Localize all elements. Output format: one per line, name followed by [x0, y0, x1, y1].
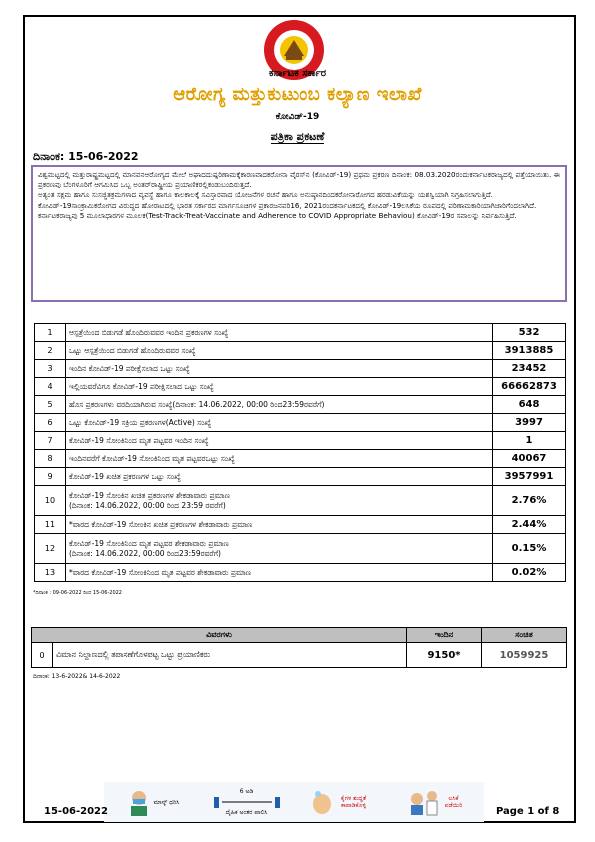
footer-date: 15-06-2022 — [44, 806, 108, 817]
row-label: ಆಸ್ಪತ್ರೆಯಿಂದ ಬಿಡುಗಡೆ ಹೊಂದಿರುವವರ ಇಂದಿನ ಪ್ರಕರಣಗಳ ಸಂಖ್ಯೆ — [66, 324, 493, 342]
screening-footnote: ದಿನಾಂಕ: 13-6-2022& 14-6-2022 — [33, 673, 121, 680]
row-number: 1 — [35, 324, 66, 342]
table-row — [35, 564, 566, 582]
intro-box — [31, 165, 567, 302]
row-number: 2 — [35, 342, 66, 360]
department-title: ಆರೋಗ್ಯ ಮತ್ತುಕುಟುಂಬ ಕಲ್ಯಾಣ ಇಲಾಖೆ — [173, 84, 422, 105]
table-row — [35, 486, 566, 516]
row-label: ಕೋವಿಡ್-19 ಸೋಂಕಿನಿಂದ ಮೃತ ಪಟ್ಟವರ ಇಂದಿನ ಸಂಖ್ಯೆ — [66, 432, 493, 450]
row-value: 23452 — [493, 360, 566, 378]
mask-icon — [124, 787, 154, 817]
row-number: 0 — [32, 643, 53, 668]
row-value: 0.02% — [493, 564, 566, 582]
subject-title: ಕೋವಿಡ್-19 — [275, 112, 320, 122]
row-label: ಇಂದಿನ ಕೋವಿಡ್-19 ಪರೀಕ್ಷೆಸಲಾದ ಒಟ್ಟು ಸಂಖ್ಯೆ — [66, 360, 493, 378]
awareness-banner — [104, 782, 484, 822]
page-indicator: Page 1 of 8 — [496, 806, 560, 817]
intro-paragraph: ಕರ್ನಾಟಕರಾಜ್ಯವು 5 ಮೂಲಾಧಾರಗಳ ಮೂಲಕ(Test-Track-Treat-Vaccinate and Adherence to COVID Appropriate Behaviou) ಕೋವಿಡ್-19ರ ಸವಾಲನ್ನು ನಿರ್ವಹಿಸುತ್ತಿದೆ. — [38, 211, 517, 221]
release-date: ದಿನಾಂಕ: 15-06-2022 — [33, 150, 139, 163]
row-label: ಹೊಸ ಪ್ರಕರಣಗಳು ವರದಿಯಾಗಿರುವ ಸಂಖ್ಯೆ(ದಿನಾಂಕ: 14.06.2022, 00:00 ರಿಂದ23:59ರವರೆಗೆ) — [66, 396, 493, 414]
cumulative-value: 1059925 — [482, 643, 567, 668]
row-label — [66, 534, 493, 564]
row-value: 3997 — [493, 414, 566, 432]
weekly-footnote: *ದಿನಾಂಕ : 09-06-2022 ರಿಂದ 15-06-2022 — [33, 590, 122, 596]
table-header-row — [32, 628, 567, 643]
row-label: *ವಾರದ ಕೋವಿಡ್-19 ಸೋಂಕಿನ ಖಚಿತ ಪ್ರಕರಣಗಳ ಶೇಕಡಾವಾರು ಪ್ರಮಾಣ — [66, 516, 493, 534]
intro-paragraph: ಕೋವಿಡ್-19ಸಾಂಕ್ರಾಮಿಕರೋಗದ ವಿರುದ್ಧದ ಹೋರಾಟದಲ್ಲಿ ಭಾರತ ಸರ್ಕಾರದ ಮಾರ್ಗಸೂಚಿಗಳ ಪ್ರಕಾರಜನವರಿ16, 2021ರಂದಕರ್ನಾಟಕದಲ್ಲಿ ಕೋವಿಡ್-19ಲಸಿಕೆಯ ರೂಪದಲ್ಲಿ ಪರಿಣಾಮಕಾರಿಯಾಗಿಜಾರಿಗೆಂದಲಾಗಿದೆ. — [38, 200, 537, 210]
table-row — [35, 378, 566, 396]
press-release-heading: ಪತ್ರಿಕಾ ಪ್ರಕಟಣೆ — [270, 130, 325, 143]
table-row — [35, 414, 566, 432]
row-value: 3957991 — [493, 468, 566, 486]
table-row — [35, 432, 566, 450]
col-today-header: ಇಂದಿನ — [407, 628, 482, 643]
row-number: 3 — [35, 360, 66, 378]
row-label: ವಿಮಾನ ನಿಲ್ದಾಣದಲ್ಲಿ ತಪಾಸಣೆಗೊಳಪಟ್ಟ ಒಟ್ಟು ಪ್ರಯಾಣಿಕರು — [53, 643, 407, 668]
row-value: 66662873 — [493, 378, 566, 396]
row-label: ಒಟ್ಟು ಕೋವಿಡ್-19 ಸಕ್ರಿಯ ಪ್ರಕರಣಗಳ(Active) ಸಂಖ್ಯೆ — [66, 414, 493, 432]
airport-screening-table — [31, 627, 567, 668]
row-number: 8 — [35, 450, 66, 468]
distance-item: 6 ಅಡಿ ದೈಹಿಕ ಅಂತರ ಪಾಲಿಸಿ — [199, 788, 294, 816]
table-row — [35, 468, 566, 486]
table-row — [35, 450, 566, 468]
row-value: 40067 — [493, 450, 566, 468]
row-number: 5 — [35, 396, 66, 414]
table-row — [32, 643, 567, 668]
row-label: ಕೋವಿಡ್-19 ಖಚಿತ ಪ್ರಕರಣಗಳ ಒಟ್ಟು ಸಂಖ್ಯೆ — [66, 468, 493, 486]
handwash-icon — [310, 788, 334, 816]
row-number: 10 — [35, 486, 66, 516]
row-value: 648 — [493, 396, 566, 414]
row-value: 532 — [493, 324, 566, 342]
table-row — [35, 534, 566, 564]
vaccine-icon — [407, 787, 441, 817]
table-row — [35, 516, 566, 534]
col-cumulative-header: ಸಂಚಿತ — [482, 628, 567, 643]
row-label: ಒಟ್ಟು ಆಸ್ಪತ್ರೆಯಿಂದ ಬಿಡುಗಡೆ ಹೊಂದಿರುವವರ ಸಂಖ್ಯೆ — [66, 342, 493, 360]
row-number: 4 — [35, 378, 66, 396]
row-value: 0.15% — [493, 534, 566, 564]
row-label-line: ಕೋವಿಡ್-19 ಸೋಂಕಿನಿಂದ ಮೃತ ಪಟ್ಟವರ ಶೇಕಡಾವಾರು ಪ್ರಮಾಣ — [69, 538, 229, 548]
row-number: 11 — [35, 516, 66, 534]
row-value: 2.76% — [493, 486, 566, 516]
row-number: 6 — [35, 414, 66, 432]
row-label — [66, 486, 493, 516]
row-label: ಇಲ್ಲಿಯವರೆವಿಗೂ ಕೋವಿಡ್-19 ಪರೀಕ್ಷಿಸಲಾದ ಒಟ್ಟು ಸಂಖ್ಯೆ — [66, 378, 493, 396]
table-row — [35, 360, 566, 378]
row-label: ಇಂದಿನವರೆಗೆ ಕೋವಿಡ್-19 ಸೋಂಕಿನಿಂದ ಮೃತ ಪಟ್ಟವರಒಟ್ಟು ಸಂಖ್ಯೆ — [66, 450, 493, 468]
hands-item: ಕೈಗಳ ಶುದ್ಧತೆ ಕಾಪಾಡಿಕೊಳ್ಳಿ — [294, 788, 389, 816]
row-number: 13 — [35, 564, 66, 582]
row-label: *ವಾರದ ಕೋವಿಡ್-19 ಸೋಂಕಿನಿಂದ ಮೃತ ಪಟ್ಟವರ ಶೇಕಡಾವಾರು ಪ್ರಮಾಣ — [66, 564, 493, 582]
table-row — [35, 324, 566, 342]
intro-paragraph: ಅತ್ಯಂತ ಸಕ್ಷಮ ಹಾಗೂ ಸುಸಜ್ಜಿತಕ್ರಮಗಳಾದ ವ್ಯವಸ್ಥೆ ಹಾಗೂ ಕಾಲಕಾಲಕ್ಕೆ ಸವಿಸ್ತಾರವಾದ ಯೋಜನೆಗಳ ರಚನೆ ಹಾಗೂ ಅನುಷ್ಠಾನದಿಂದಕರೋನಾರೋಗದ ಹರಡುವಿಕೆಯನ್ನು ಯಶಸ್ವಿಯಾಗಿ ನಿಗ್ರಹಿಸಲಾಗುತ್ತಿದೆ. — [38, 190, 493, 200]
row-number: 7 — [35, 432, 66, 450]
row-label-date: (ದಿನಾಂಕ: 14.06.2022, 00:00 ರಿಂದ 23:59 ರವರೆಗೆ) — [69, 500, 226, 510]
covid-stats-table — [34, 323, 566, 582]
today-value: 9150* — [407, 643, 482, 668]
row-value: 1 — [493, 432, 566, 450]
row-number: 9 — [35, 468, 66, 486]
row-label-line: ಕೋವಿಡ್-19 ಸೋಂಕಿನ ಖಚಿತ ಪ್ರಕರಣಗಳ ಶೇಕಡಾವಾರು ಪ್ರಮಾಣ — [69, 490, 230, 500]
row-value: 3913885 — [493, 342, 566, 360]
table-row — [35, 396, 566, 414]
vaccine-item: ಲಸಿಕೆ ಪಡೆಯಿರಿ — [389, 787, 484, 817]
mask-item: ಮಾಸ್ಕ್ ಧರಿಸಿ — [104, 787, 199, 817]
col-details-header: ವಿವರಗಳು — [32, 628, 407, 643]
distance-icon — [212, 795, 282, 809]
intro-paragraph: ವಿಶ್ವಮಟ್ಟದಲ್ಲಿ ಮತ್ತುರಾಷ್ಟ್ರಮಟ್ಟದಲ್ಲಿ ಮಾನವನಆರೋಗ್ಯದ ಮೇಲೆ ಅಘಾದದುಷ್ಪರಿಣಾಮಕ್ಕೆಕಾರಣವಾದಕರೋನಾ ವೈರಸ್‌ನ (ಕೋವಿಡ್-19) ಪ್ರಥಮ ಪ್ರಕರಣ ದಿನಾಂಕ: 08.03.2020ರಂದುಕರ್ನಾಟಕರಾಜ್ಯದಲ್ಲಿ ಪತ್ತೆಯಾಯಿತು. ಈ ಪ್ರಕರಣವು ಬೆಂಗಳೂರಿಗೆ ಆಗಮಿಸಿದ ಒಬ್ಬ ಅಂತರ್‌ರಾಷ್ಟ್ರೀಯ ಪ್ರಯಾಣಿಕರಲ್ಲಿಕಂಡುಬಂದಿರುತ್ತದೆ. — [38, 170, 560, 189]
row-value: 2.44% — [493, 516, 566, 534]
row-label-date: (ದಿನಾಂಕ: 14.06.2022, 00:00 ರಿಂದ23:59ರವರೆಗೆ) — [69, 548, 221, 558]
table-row — [35, 342, 566, 360]
government-title: ಕರ್ನಾಟಕ ಸರ್ಕಾರ — [268, 68, 327, 79]
row-number: 12 — [35, 534, 66, 564]
